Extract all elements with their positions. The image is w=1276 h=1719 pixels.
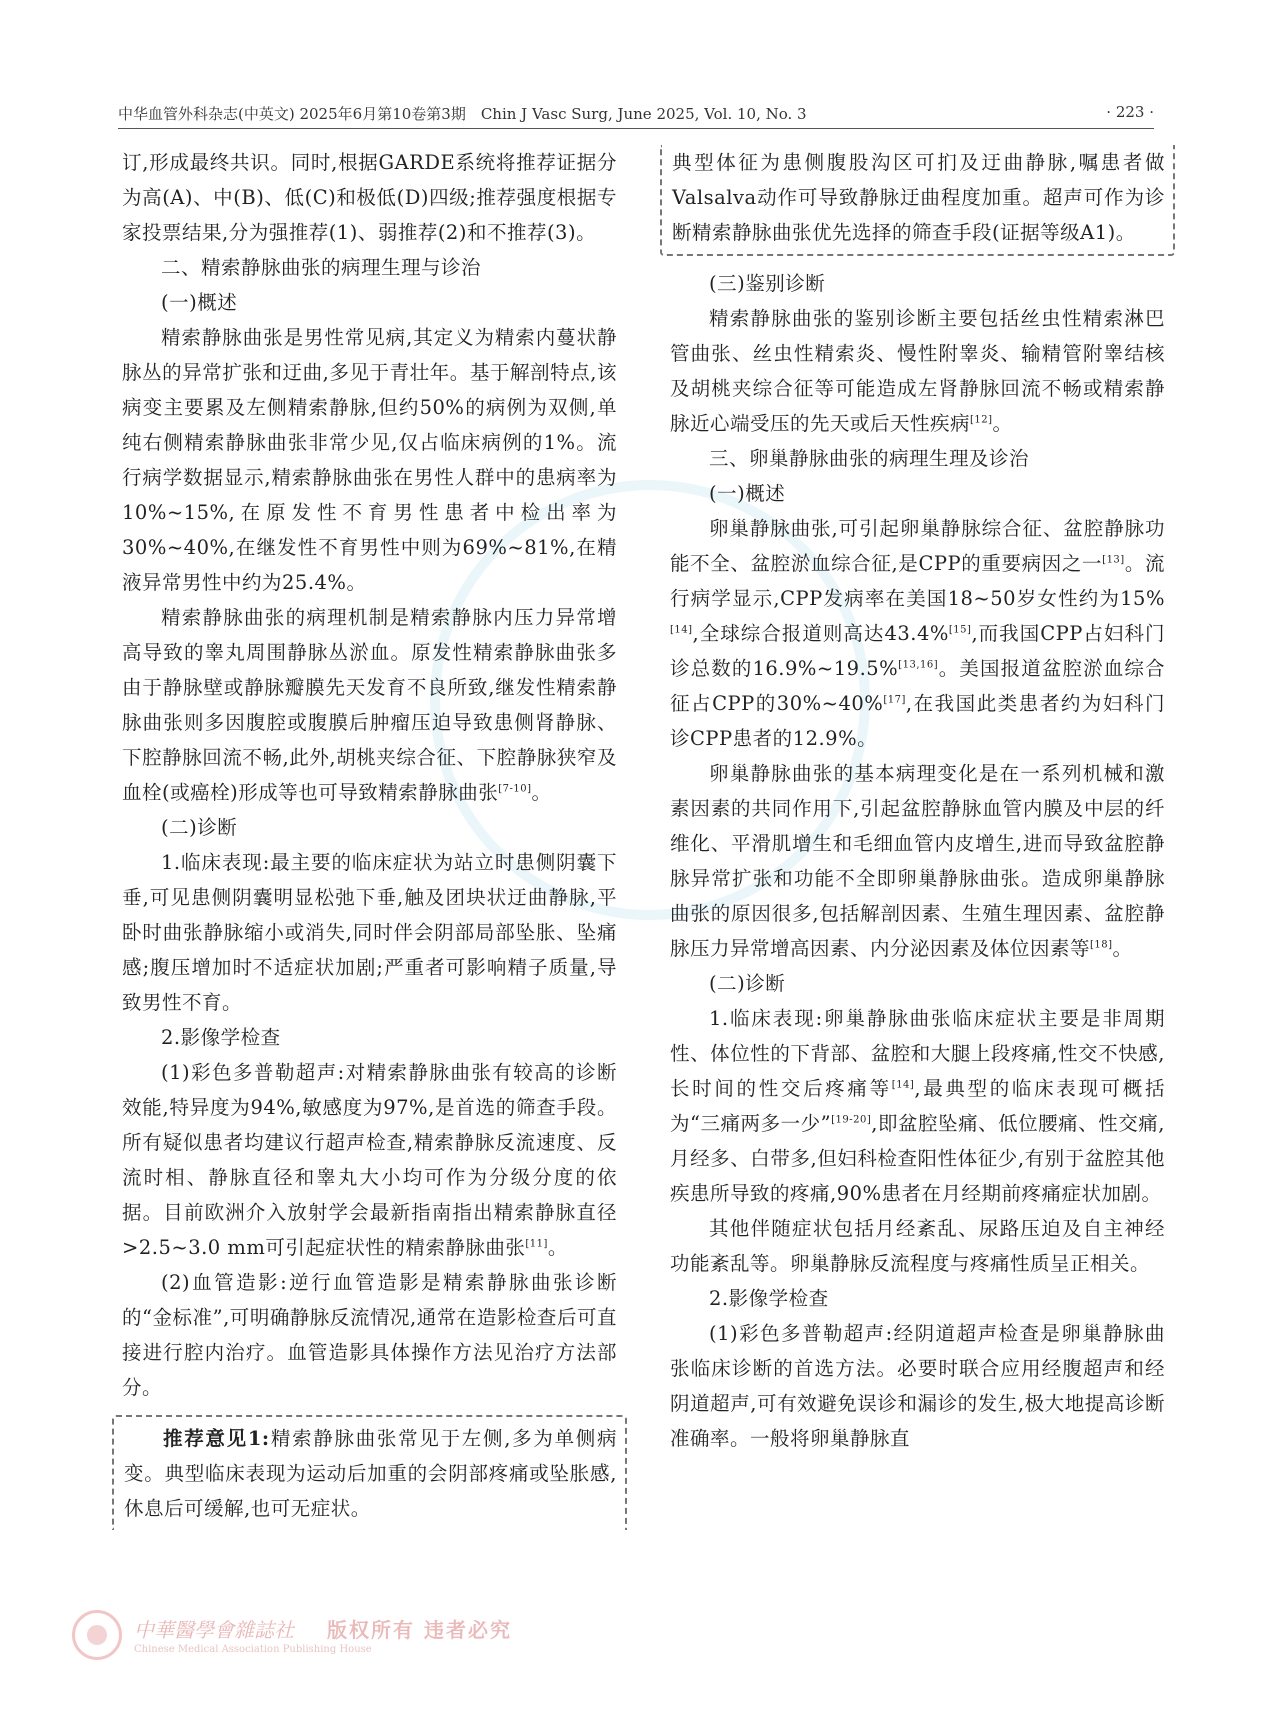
recommendation-text: 推荐意见1:精索静脉曲张常见于左侧,多为单侧病变。典型临床表现为运动后加重的会阴部疼痛或坠胀感,休息后可缓解,也可无症状。 <box>124 1427 617 1520</box>
paragraph: 精索静脉曲张是男性常见病,其定义为精索内蔓状静脉丛的异常扩张和迂曲,多见于青壮年。基于解剖特点,该病变主要累及左侧精索静脉,但约50%的病例为双侧,单纯右侧精索静脉曲张非常少见,仅占临床病例的1%。流行病学数据显示,精索静脉曲张在男性人群中的患病率为10%~15%,在原发性不育男性患者中检出率为30%~40%,在继发性不育男性中则为69%~81%,在精液异常男性中约为25.4%。 <box>122 326 617 594</box>
section-heading: 三、卵巢静脉曲张的病理生理及诊治 <box>709 447 1030 470</box>
citation: [18] <box>1090 939 1113 951</box>
citation: [15] <box>948 624 972 636</box>
citation: [14] <box>670 624 693 636</box>
running-header <box>118 103 1154 129</box>
subsection-heading: (一)概述 <box>709 482 786 505</box>
journal-citation: 中华血管外科杂志(中英文) 2025年6月第10卷第3期 Chin J Vasc Surg, June 2025, Vol. 10, No. 3 <box>118 105 807 123</box>
paragraph: 1.临床表现:最主要的临床症状为站立时患侧阴囊下垂,可见患侧阴囊明显松弛下垂,触及团块状迂曲静脉,平卧时曲张静脉缩小或消失,同时伴会阴部局部坠胀、坠痛感;腹压增加时不适症状加剧;严重者可影响精子质量,导致男性不育。 <box>122 851 617 1014</box>
citation: [19-20] <box>831 1114 872 1126</box>
paragraph: (1)彩色多普勒超声:经阴道超声检查是卵巢静脉曲张临床诊断的首选方法。必要时联合应用经腹超声和经阴道超声,可有效避免误诊和漏诊的发生,极大地提高诊断准确率。一般将卵巢静脉直 <box>670 1322 1165 1450</box>
seal-icon <box>72 1610 122 1660</box>
page-number: · 223 · <box>1106 103 1154 121</box>
header-rule <box>118 128 1154 129</box>
recommendation-box <box>112 1415 627 1530</box>
publisher-name-en: Chinese Medical Association Publishing House <box>134 1644 372 1655</box>
citation: [12] <box>970 414 993 426</box>
paragraph: 精索静脉曲张的病理机制是精索静脉内压力异常增高导致的睾丸周围静脉丛淤血。原发性精索静脉曲张多由于静脉壁或静脉瓣膜先天发育不良所致,继发性精索静脉曲张则多因腹腔或腹膜后肿瘤压迫导致患侧肾静脉、下腔静脉回流不畅,此外,胡桃夹综合征、下腔静脉狭窄及血栓(或癌栓)形成等也可导致精索静脉曲张[7-10]。 <box>122 606 617 804</box>
paragraph: (1)彩色多普勒超声:对精索静脉曲张有较高的诊断效能,特异度为94%,敏感度为97%,是首选的筛查手段。所有疑似患者均建议行超声检查,精索静脉反流速度、反流时相、静脉直径和睾丸大小均可作为分级分度的依据。目前欧洲介入放射学会最新指南指出精索静脉直径>2.5~3.0 mm可引起症状性的精索静脉曲张[11]。 <box>122 1061 617 1259</box>
paragraph: 1.临床表现:卵巢静脉曲张临床症状主要是非周期性、体位性的下背部、盆腔和大腿上段疼痛,性交不快感,长时间的性交后疼痛等[14],最典型的临床表现可概括为“三痛两多一少”[19-20],即盆腔坠痛、低位腰痛、性交痛,月经多、白带多,但妇科检查阳性体征少,有别于盆腔其他疾患所导致的疼痛,90%患者在月经期前疼痛症状加剧。 <box>670 1007 1165 1205</box>
subsection-heading: (三)鉴别诊断 <box>709 272 826 295</box>
publisher-name-cn: 中華醫學會雜誌社 <box>134 1618 294 1642</box>
citation: [14] <box>891 1079 915 1091</box>
paragraph: 其他伴随症状包括月经紊乱、尿路压迫及自主神经功能紊乱等。卵巢静脉反流程度与疼痛性质呈正相关。 <box>670 1217 1165 1275</box>
paragraph: 订,形成最终共识。同时,根据GARDE系统将推荐证据分为高(A)、中(B)、低(C)和极低(D)四级;推荐强度根据专家投票结果,分为强推荐(1)、弱推荐(2)和不推荐(3)。 <box>122 151 617 244</box>
publisher-logo <box>72 1610 542 1670</box>
copyright-slogan: 版权所有 违者必究 <box>327 1618 512 1642</box>
left-column <box>122 145 617 1540</box>
subsection-heading: 2.影像学检查 <box>709 1287 829 1310</box>
subsection-heading: (二)诊断 <box>709 972 786 995</box>
recommendation-label: 推荐意见1: <box>163 1427 270 1450</box>
paragraph: 卵巢静脉曲张,可引起卵巢静脉综合征、盆腔静脉功能不全、盆腔淤血综合征,是CPP的重要病因之一[13]。流行病学显示,CPP发病率在美国18~50岁女性约为15%[14],全球综合报道则高达43.4%[15],而我国CPP占妇科门诊总数的16.9%~19.5%[13,16]。美国报道盆腔淤血综合征占CPP的30%~40%[17],在我国此类患者约为妇科门诊CPP患者的12.9%。 <box>670 517 1166 750</box>
recommendation-box-continued <box>660 145 1175 256</box>
citation: [17] <box>883 694 906 706</box>
citation: [7-10] <box>498 783 532 795</box>
section-heading: 二、精索静脉曲张的病理生理与诊治 <box>161 256 482 279</box>
paragraph: 卵巢静脉曲张的基本病理变化是在一系列机械和激素因素的共同作用下,引起盆腔静脉血管内膜及中层的纤维化、平滑肌增生和毛细血管内皮增生,进而导致盆腔静脉异常扩张和功能不全即卵巢静脉曲张。造成卵巢静脉曲张的原因很多,包括解剖因素、生殖生理因素、盆腔静脉压力异常增高因素、内分泌因素及体位因素等[18]。 <box>670 762 1165 960</box>
right-column <box>670 145 1165 1456</box>
subsection-heading: 2.影像学检查 <box>161 1026 281 1049</box>
paragraph: (2)血管造影:逆行血管造影是精索静脉曲张诊断的“金标准”,可明确静脉反流情况,通常在造影检查后可直接进行腔内治疗。血管造影具体操作方法见治疗方法部分。 <box>122 1271 617 1399</box>
subsection-heading: (二)诊断 <box>161 816 238 839</box>
paragraph: 精索静脉曲张的鉴别诊断主要包括丝虫性精索淋巴管曲张、丝虫性精索炎、慢性附睾炎、输精管附睾结核及胡桃夹综合征等可能造成左肾静脉回流不畅或精索静脉近心端受压的先天或后天性疾病[12]。 <box>670 307 1165 435</box>
subsection-heading: (一)概述 <box>161 291 238 314</box>
recommendation-text: 典型体征为患侧腹股沟区可扪及迂曲静脉,嘱患者做Valsalva动作可导致静脉迂曲程度加重。超声可作为诊断精索静脉曲张优先选择的筛查手段(证据等级A1)。 <box>672 151 1165 244</box>
citation: [13] <box>1102 554 1125 566</box>
citation: [11] <box>525 1238 548 1250</box>
citation: [13,16] <box>898 659 939 671</box>
